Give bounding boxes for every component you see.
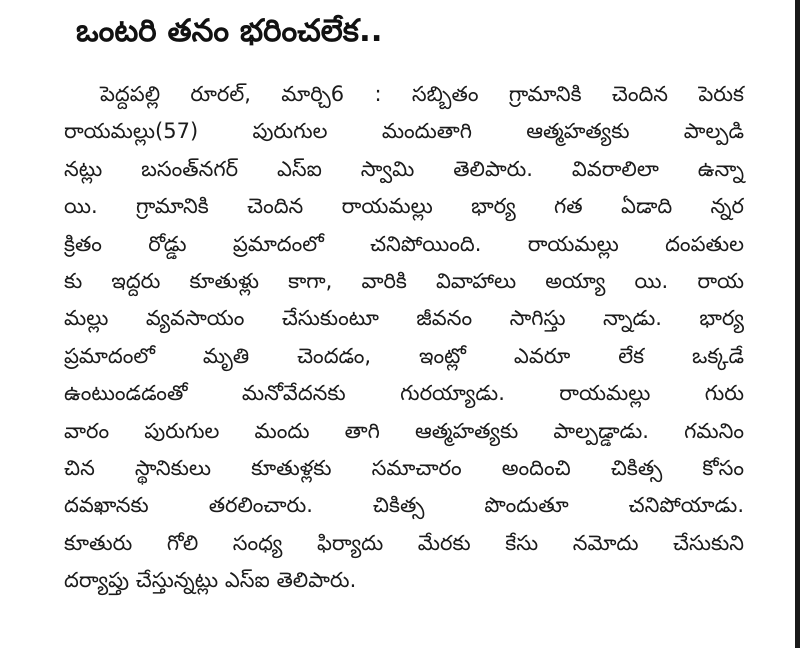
headline: ఒంటరి తనం భరించలేక.. xyxy=(76,13,383,49)
article-body xyxy=(64,76,744,599)
article-line: ఉంటుండడంతో మనోవేదనకు గురయ్యాడు. రాయమల్లు గురు xyxy=(64,381,744,406)
column-border xyxy=(795,0,800,648)
article-line: చిన స్థానికులు కూతుళ్లకు సమాచారం అందించి చికిత్స కోసం xyxy=(64,455,744,480)
article-line: రాయమల్లు(57) పురుగుల మందుతాగి ఆత్మహత్యకు పాల్పడి xyxy=(64,119,744,144)
article-line: ప్రమాదంలో మృతి చెందడం, ఇంట్లో ఎవరూ లేక ఒక్కడే xyxy=(64,343,744,368)
article-line: పెద్దపల్లి రూరల్‌, మార్చి6 : సబ్బితం గ్రామానికి చెందిన పెరుక xyxy=(100,82,744,106)
article-line: మల్లు వ్యవసాయం చేసుకుంటూ జీవనం సాగిస్తు న్నాడు. భార్య xyxy=(64,306,744,331)
article-line: కూతురు గోలి సంధ్య ఫిర్యాదు మేరకు కేసు నమోదు చేసుకుని xyxy=(64,530,744,555)
article-line: వారం పురుగుల మందు తాగి ఆత్మహత్యకు పాల్పడ్డాడు. గమనిం xyxy=(64,418,744,443)
article-line: దర్యాప్తు చేస్తున్నట్లు ఎస్‌ఐ తెలిపారు. xyxy=(64,568,357,593)
article-line: కు ఇద్దరు కూతుళ్లు కాగా, వారికి వివాహాలు అయ్యా యి. రాయ xyxy=(64,268,744,293)
article-line: దవఖానకు తరలించారు. చికిత్స పొందుతూ చనిపోయాడు. xyxy=(64,493,744,518)
article-line: క్రితం రోడ్డు ప్రమాదంలో చనిపోయింది. రాయమల్లు దంపతుల xyxy=(64,231,744,256)
article-line: నట్లు బసంత్‌నగర్‌ ఎస్‌ఐ స్వామి తెలిపారు. వివరాలిలా ఉన్నా xyxy=(64,156,744,181)
article-line: యి. గ్రామానికి చెందిన రాయమల్లు భార్య గత ఏడాది న్నర xyxy=(64,194,744,219)
